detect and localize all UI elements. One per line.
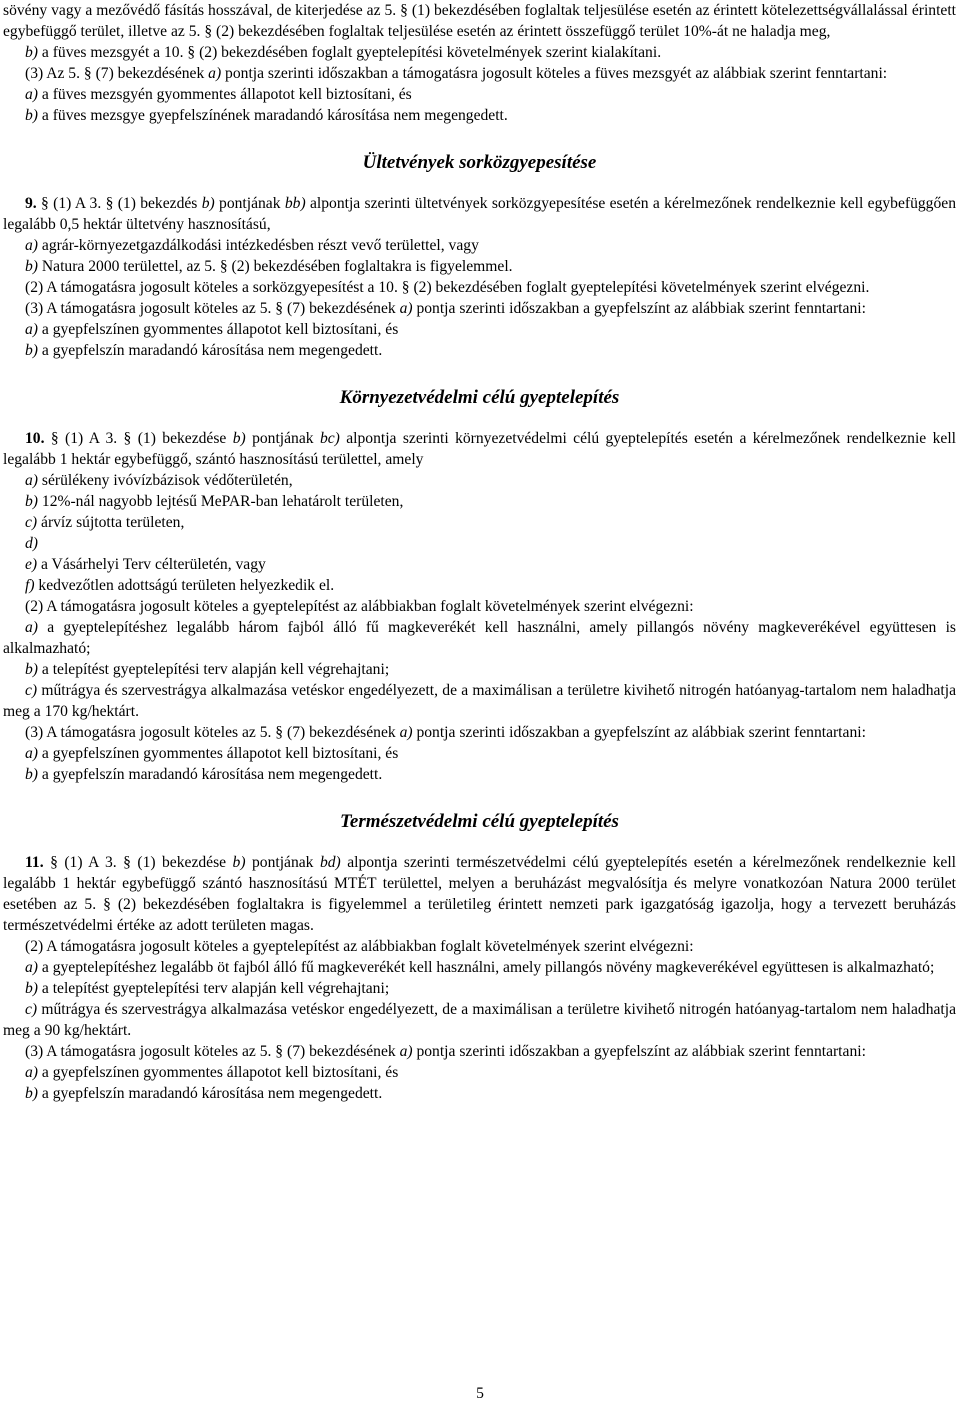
item-text: a füves mezsgyén gyommentes állapotot kell biztosítani, és — [38, 86, 412, 103]
item-text: a gyepfelszínen gyommentes állapotot kell biztosítani, és — [38, 745, 399, 762]
section-9-paragraph-3 — [3, 298, 956, 319]
section-number: 11. — [25, 854, 44, 871]
section-heading-9: Ültetvények sorközgyepesítése — [362, 152, 597, 173]
spacer — [3, 175, 956, 193]
item-letter: a) — [399, 724, 413, 741]
section-9-item-a — [3, 235, 956, 256]
item-letter: bc) — [319, 430, 340, 447]
document-body — [3, 0, 956, 1104]
paragraph-text: alpontja szerinti ültetvények sorközgyepesítése esetén a kérelmezőnek rendelkeznie kell egybefüggően legalább 0,5 hektár ültetvény hasznosítású, — [3, 195, 956, 233]
item-letter: a) — [25, 619, 38, 636]
item-letter: a) — [25, 472, 38, 489]
section-10-item-e — [3, 554, 956, 575]
item-text: a Vásárhelyi Terv célterületén, vagy — [37, 556, 266, 573]
section-10-req-c — [3, 680, 956, 722]
item-letter: a) — [25, 1064, 38, 1081]
item-letter: b) — [25, 661, 38, 678]
section-number: 10. — [25, 430, 45, 447]
section-10-item-f — [3, 575, 956, 596]
item-letter: c) — [25, 514, 38, 531]
section-9-paragraph-1 — [3, 193, 956, 235]
section-9-maint-a — [3, 319, 956, 340]
item-letter: b) — [25, 766, 38, 783]
section-11-req-b — [3, 978, 956, 999]
item-text: a telepítést gyeptelepítési terv alapján kell végrehajtani; — [38, 661, 390, 678]
item-text: kedvezőtlen adottságú területen helyezkedik el. — [34, 577, 335, 594]
section-11-paragraph-3 — [3, 1041, 956, 1062]
paragraph-text: (3) A támogatásra jogosult köteles az 5. § (7) bekezdésének — [25, 1043, 400, 1060]
item-letter: c) — [25, 682, 38, 699]
section-9-paragraph-2: (2) A támogatásra jogosult köteles a sorközgyepesítést a 10. § (2) bekezdésében foglalt gyeptelepítési követelmények szerint elvégezni. — [25, 279, 870, 296]
section-10-item-d — [3, 533, 956, 554]
section-11-paragraph-1 — [3, 852, 956, 936]
paragraph-text: pontja szerinti időszakban a gyepfelszínt az alábbiak szerint fenntartani: — [412, 300, 866, 317]
item-letter: d) — [25, 535, 38, 552]
item-text: a gyeptelepítéshez legalább öt fajból álló fű magkeverékét kell használni, amely pillangós növény magkeverékével együttesen is alkalmazható; — [38, 959, 935, 976]
item-letter: e) — [25, 556, 38, 573]
item-letter: b) — [25, 258, 38, 275]
item-text: a füves mezsgyét a 10. § (2) bekezdésében foglalt gyeptelepítési követelmények szerint kialakítani. — [38, 44, 662, 61]
item-letter: b) — [25, 1085, 38, 1102]
paragraph-text: § (1) A 3. § (1) bekezdése — [43, 854, 233, 871]
item-letter: a) — [208, 65, 222, 82]
item-text: műtrágya és szervestrágya alkalmazása vetéskor engedélyezett, de a maximálisan a területre kivihető nitrogén hatóanyag-tartalom nem haladhatja meg a 170 kg/hektárt. — [3, 682, 956, 720]
item-text: műtrágya és szervestrágya alkalmazása vetéskor engedélyezett, de a maximálisan a területre kivihető nitrogén hatóanyag-tartalom nem haladhatja meg a 90 kg/hektárt. — [3, 1001, 956, 1039]
item-text: agrár-környezetgazdálkodási intézkedésben részt vevő területtel, vagy — [38, 237, 479, 254]
item-text: a gyeptelepítéshez legalább három fajból álló fű magkeverékét kell használni, amely pillangós növény magkeverékével együttesen is alkalmazható; — [3, 619, 956, 657]
section-11-maint-b — [3, 1083, 956, 1104]
section-10-maint-b — [3, 764, 956, 785]
spacer — [3, 410, 956, 428]
item-letter: bb) — [284, 195, 306, 212]
spacer — [3, 361, 956, 386]
item-text: a telepítést gyeptelepítési terv alapján kell végrehajtani; — [38, 980, 390, 997]
item-letter: b) — [201, 195, 215, 212]
section-10-req-a — [3, 617, 956, 659]
section-9-item-b — [3, 256, 956, 277]
paragraph-text: pontjának — [245, 854, 320, 871]
section-heading-10: Környezetvédelmi célú gyeptelepítés — [339, 387, 620, 408]
section-10-maint-a — [3, 743, 956, 764]
intro-paragraph-3 — [3, 63, 956, 84]
intro-item-b — [3, 42, 956, 63]
paragraph-text: (3) Az 5. § (7) bekezdésének — [25, 65, 209, 82]
section-heading-11: Természetvédelmi célú gyeptelepítés — [340, 811, 619, 832]
item-text: árvíz sújtotta területen, — [37, 514, 185, 531]
paragraph-text: (3) A támogatásra jogosult köteles az 5. § (7) bekezdésének — [25, 300, 400, 317]
item-letter: b) — [232, 854, 246, 871]
intro-item-a — [3, 84, 956, 105]
item-letter: a) — [399, 1043, 413, 1060]
page-number: 5 — [476, 1385, 484, 1402]
paragraph-text: § (1) A 3. § (1) bekezdés — [36, 195, 202, 212]
intro-paragraph: sövény vagy a mezővédő fásítás hosszával, de kiterjedése az 5. § (1) bekezdésében foglaltak teljesülése esetén az érintett kötelezettségvállalással érintett egybefüggő terület, illetve az 5. § (2) bekezdésében foglaltak teljesülése esetén az érintett összefüggő terület 10%-át ne haladja meg, — [3, 2, 956, 40]
item-letter: a) — [25, 237, 38, 254]
paragraph-text: § (1) A 3. § (1) bekezdése — [44, 430, 233, 447]
section-11-paragraph-2: (2) A támogatásra jogosult köteles a gyeptelepítést az alábbiakban foglalt követelmények szerint elvégezni: — [25, 938, 694, 955]
item-text: sérülékeny ivóvízbázisok védőterületén, — [38, 472, 293, 489]
paragraph-text: pontjának — [214, 195, 285, 212]
item-text: a gyepfelszínen gyommentes állapotot kell biztosítani, és — [38, 1064, 399, 1081]
section-10-paragraph-2: (2) A támogatásra jogosult köteles a gyeptelepítést az alábbiakban foglalt követelmények szerint elvégezni: — [25, 598, 694, 615]
spacer — [3, 785, 956, 810]
item-letter: a) — [399, 300, 413, 317]
item-letter: c) — [25, 1001, 38, 1018]
paragraph-text: pontja szerinti időszakban a gyepfelszínt az alábbiak szerint fenntartani: — [412, 1043, 866, 1060]
item-text: a gyepfelszín maradandó károsítása nem megengedett. — [38, 342, 383, 359]
item-letter: b) — [232, 430, 246, 447]
item-text: a füves mezsgye gyepfelszínének maradandó károsítása nem megengedett. — [38, 107, 508, 124]
item-letter: b) — [25, 44, 38, 61]
item-letter: b) — [25, 107, 38, 124]
item-letter: a) — [25, 321, 38, 338]
item-text: a gyepfelszínen gyommentes állapotot kell biztosítani, és — [38, 321, 399, 338]
paragraph-text: (3) A támogatásra jogosult köteles az 5. § (7) bekezdésének — [25, 724, 400, 741]
section-11-req-c — [3, 999, 956, 1041]
item-letter: a) — [25, 745, 38, 762]
item-text: Natura 2000 területtel, az 5. § (2) bekezdésében foglaltakra is figyelemmel. — [38, 258, 513, 275]
paragraph-text: pontja szerinti időszakban a gyepfelszínt az alábbiak szerint fenntartani: — [412, 724, 866, 741]
item-letter: a) — [25, 959, 38, 976]
paragraph-text: alpontja szerinti természetvédelmi célú gyeptelepítés esetén a kérelmezőnek rendelkeznie kell legalább 1 hektár egybefüggő szántó hasznosítású MTÉT területtel, melyen a beruházást megvalósítja és melyre vonatkozóan Natura 2000 terület esetében az 5. § (2) bekezdésében foglaltakra is figyelemmel a területileg érintett nemzeti park igazgatóság igazolja, hogy a tervezett beruházás természetvédelmi értéke az adott területen magas. — [3, 854, 956, 934]
paragraph-text: pontjának — [245, 430, 320, 447]
section-10-req-b — [3, 659, 956, 680]
section-10-item-b — [3, 491, 956, 512]
section-number: 9. — [25, 195, 37, 212]
section-10-item-a — [3, 470, 956, 491]
item-text: a gyepfelszín maradandó károsítása nem megengedett. — [38, 766, 383, 783]
section-10-paragraph-1 — [3, 428, 956, 470]
section-11-maint-a — [3, 1062, 956, 1083]
spacer — [3, 126, 956, 151]
spacer — [3, 834, 956, 852]
item-letter: b) — [25, 980, 38, 997]
intro-item-b2 — [3, 105, 956, 126]
item-letter: f) — [25, 577, 35, 594]
item-text: a gyepfelszín maradandó károsítása nem megengedett. — [38, 1085, 383, 1102]
paragraph-text: alpontja szerinti környezetvédelmi célú gyeptelepítés esetén a kérelmezőnek rendelkeznie kell legalább 1 hektár egybefüggő, szántó hasznosítású területtel, amely — [3, 430, 956, 468]
item-letter: b) — [25, 342, 38, 359]
item-letter: a) — [25, 86, 38, 103]
section-9-maint-b — [3, 340, 956, 361]
item-letter: b) — [25, 493, 38, 510]
section-10-item-c — [3, 512, 956, 533]
paragraph-text: pontja szerinti időszakban a támogatásra jogosult köteles a füves mezsgyét az alábbiak szerint fenntartani: — [221, 65, 888, 82]
item-text: 12%-nál nagyobb lejtésű MePAR-ban lehatárolt területen, — [38, 493, 404, 510]
section-10-paragraph-3 — [3, 722, 956, 743]
item-letter: bd) — [319, 854, 341, 871]
section-11-req-a — [3, 957, 956, 978]
